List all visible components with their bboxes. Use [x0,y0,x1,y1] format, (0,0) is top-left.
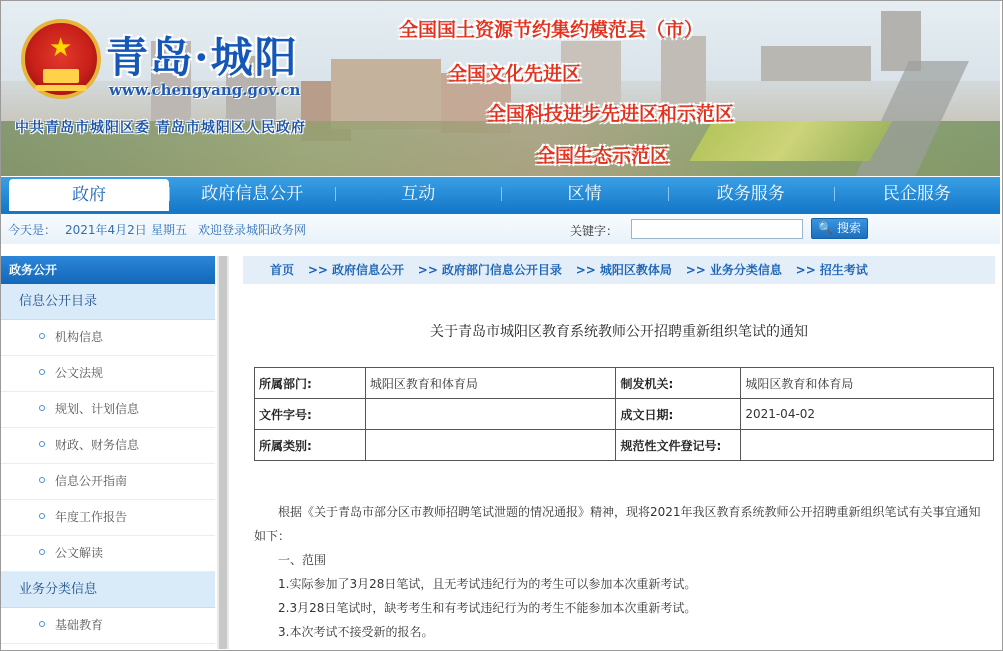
national-emblem-icon: ★ [21,19,101,99]
meta-value: 城阳区教育和体育局 [741,368,994,399]
site-subtitle: 中共青岛市城阳区委 青岛市城阳区人民政府 [15,120,306,136]
banner-building [331,59,441,129]
site-banner [1,1,1000,176]
meta-label: 成文日期: [616,399,741,430]
site-title: 青岛·城阳 [106,33,299,82]
sidebar-item[interactable]: 公文解读 [1,536,215,572]
article-body [254,500,992,644]
breadcrumb-link[interactable]: 首页 [270,263,295,277]
breadcrumb-link[interactable]: 政府部门信息公开目录 [441,263,562,277]
nav-item-gov-services[interactable]: 政务服务 [668,177,834,211]
breadcrumb-separator: >> [575,263,596,277]
bullet-icon [39,621,45,627]
breadcrumb-separator: >> [307,263,328,277]
welcome-message: 欢迎登录城阳政务网 [198,223,307,237]
honor-title: 全国科技进步先进区和示范区 [487,103,735,125]
keyword-search-input[interactable] [631,219,803,239]
bullet-icon [39,441,45,447]
bullet-icon [39,549,45,555]
meta-label: 规范性文件登记号: [616,430,741,461]
meta-value: 2021-04-02 [741,399,994,430]
honor-title: 全国国土资源节约集约模范县（市） [399,19,704,41]
search-icon: 🔍 [818,221,833,235]
article-paragraph: 根据《关于青岛市部分区市教师招聘笔试泄题的情况通报》精神，现将2021年我区教育系统教师公开招聘重新组织笔试有关事宜通知如下： [254,505,981,543]
sidebar-item[interactable]: 机构信息 [1,320,215,356]
nav-item-enterprise-services[interactable]: 民企服务 [834,177,1000,211]
sidebar-section-info-catalog[interactable]: 信息公开目录 [1,284,215,320]
meta-value [741,430,994,461]
banner-building [761,46,871,81]
bullet-icon [39,369,45,375]
article-meta-table [254,367,994,461]
article-list-item: 1.实际参加了3月28日笔试，且无考试违纪行为的考生可以参加本次重新考试。 [278,577,697,591]
sidebar-item[interactable]: 公文法规 [1,356,215,392]
sidebar-item[interactable]: 年度工作报告 [1,500,215,536]
meta-value [365,399,616,430]
article-list-item: 3.本次考试不接受新的报名。 [278,625,434,639]
sidebar-scrollbar[interactable] [217,256,229,649]
sidebar [1,256,215,649]
meta-label: 制发机关: [616,368,741,399]
sidebar-item[interactable]: 信息公开指南 [1,464,215,500]
sidebar-section-business-category[interactable]: 业务分类信息 [1,572,215,608]
bullet-icon [39,405,45,411]
sidebar-header: 政务公开 [1,256,215,284]
today-date: 2021年4月2日 [65,223,147,237]
today-weekday: 星期五 [151,223,188,237]
sidebar-item[interactable]: 财政、财务信息 [1,428,215,464]
meta-label: 所属部门: [255,368,366,399]
article-title: 关于青岛市城阳区教育系统教师公开招聘重新组织笔试的通知 [430,324,808,340]
article-section-heading: 一、范围 [278,553,327,567]
search-button[interactable] [811,218,868,239]
meta-label: 文件字号: [255,399,366,430]
keyword-label: 关键字： [570,224,619,238]
info-bar [1,214,1000,244]
honor-title: 全国生态示范区 [536,145,670,167]
meta-label: 所属类别: [255,430,366,461]
breadcrumb-link[interactable]: 业务分类信息 [709,263,782,277]
sidebar-item[interactable]: 规划、计划信息 [1,392,215,428]
bullet-icon [39,333,45,339]
scrollbar-thumb[interactable] [219,256,227,649]
sidebar-item[interactable]: 基础教育 [1,608,215,644]
nav-item-government[interactable]: 政府 [9,179,169,211]
breadcrumb-separator: >> [417,263,438,277]
today-label: 今天是： [8,223,57,237]
nav-item-interaction[interactable]: 互动 [335,177,501,211]
nav-item-info-disclosure[interactable]: 政府信息公开 [169,177,335,211]
article-list-item: 2.3月28日笔试时，缺考考生和有考试违纪行为的考生不能参加本次重新考试。 [278,601,697,615]
breadcrumb-link[interactable]: 城阳区教体局 [599,263,672,277]
banner-field [689,121,892,161]
honor-title: 全国文化先进区 [448,63,582,85]
bullet-icon [39,513,45,519]
breadcrumb [243,256,995,284]
breadcrumb-separator: >> [685,263,706,277]
breadcrumb-link[interactable]: 政府信息公开 [331,263,404,277]
site-url: www.chengyang.gov.cn [109,81,301,99]
bullet-icon [39,477,45,483]
nav-item-district[interactable]: 区情 [501,177,667,211]
meta-value: 城阳区教育和体育局 [365,368,616,399]
meta-value [365,430,616,461]
breadcrumb-separator: >> [795,263,816,277]
breadcrumb-link[interactable]: 招生考试 [819,263,868,277]
search-button-label: 搜索 [836,221,861,235]
main-nav [1,177,1000,211]
